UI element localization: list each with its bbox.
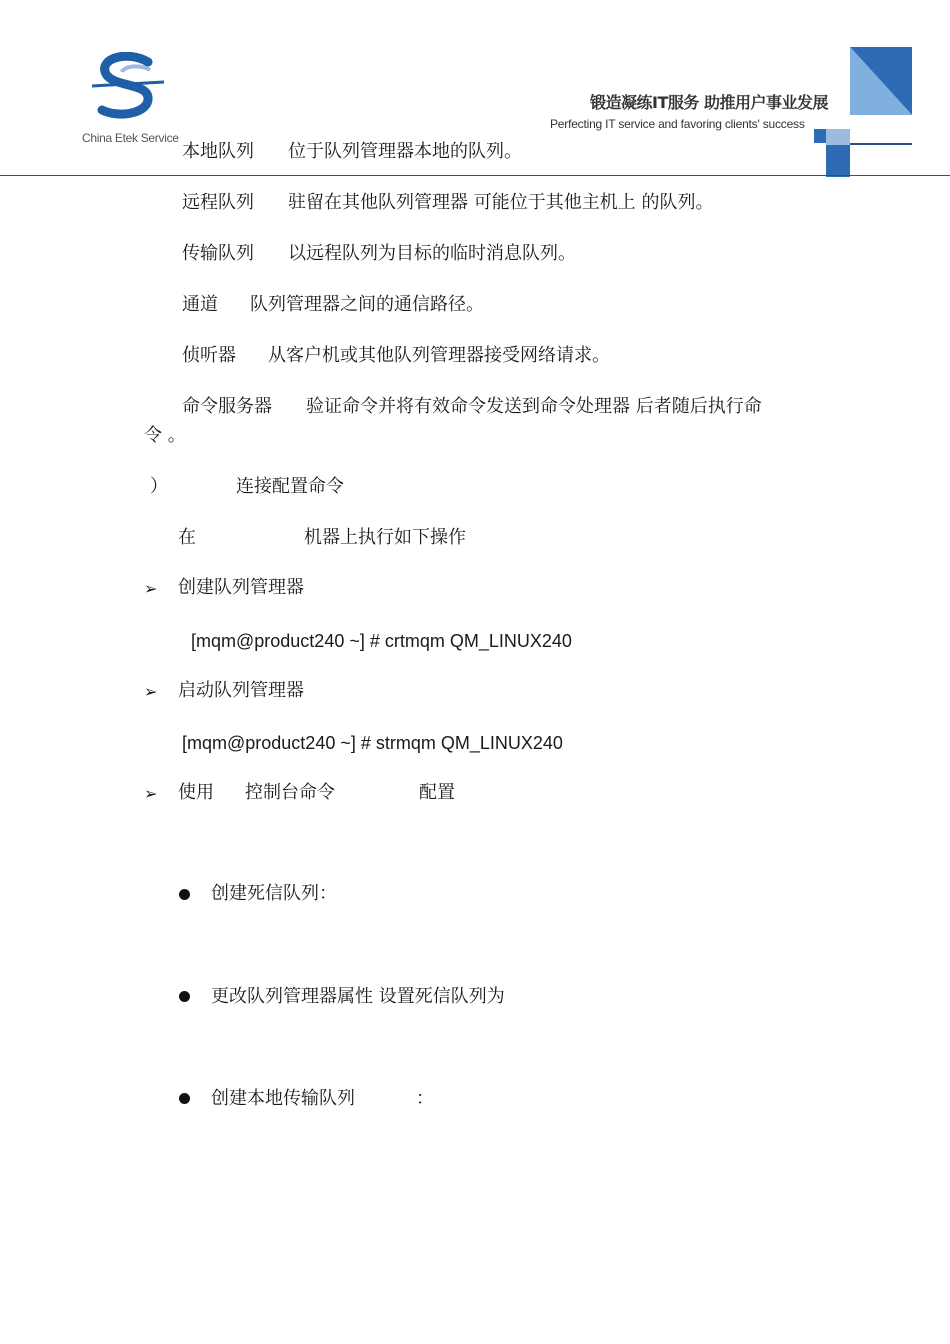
sub-item-create-xmitq-colon: ： — [416, 1088, 434, 1109]
instruction-prefix: 在 — [178, 527, 196, 548]
logo-icon — [88, 52, 168, 124]
header-decoration — [812, 45, 922, 180]
step-create-qmgr: 创建队列管理器 — [178, 577, 304, 598]
command-strmqm: [mqm@product240 ~] # strmqm QM_LINUX240 — [182, 733, 563, 753]
slogan-english: Perfecting IT service and favoring clients' success — [550, 117, 805, 131]
term-listener: 侦听器 — [182, 345, 236, 366]
desc-channel: 队列管理器之间的通信路径。 — [250, 294, 484, 315]
slogan-chinese: 锻造凝练IT服务 助推用户事业发展 — [590, 93, 828, 112]
section-number-paren: ） — [150, 476, 168, 497]
dot-bullet-icon — [179, 991, 190, 1002]
dot-bullet-icon — [179, 1093, 190, 1104]
desc-command-server-cont: 令 。 — [144, 425, 186, 446]
sub-item-create-dlq: 创建死信队列： — [211, 883, 337, 904]
instruction-text: 机器上执行如下操作 — [304, 527, 466, 548]
term-transmission-queue: 传输队列 — [182, 243, 254, 264]
sub-item-create-xmitq: 创建本地传输队列 — [211, 1088, 355, 1109]
arrow-bullet-icon: ➢ — [144, 784, 158, 803]
step-configure: 配置 — [419, 782, 455, 803]
step-console-command: 控制台命令 — [245, 782, 335, 803]
step-use: 使用 — [178, 782, 214, 803]
command-crtmqm: [mqm@product240 ~] # crtmqm QM_LINUX240 — [191, 631, 572, 651]
term-local-queue: 本地队列 — [182, 141, 254, 162]
term-channel: 通道 — [182, 294, 218, 315]
desc-command-server: 验证命令并将有效命令发送到命令处理器 后者随后执行命 — [306, 396, 762, 417]
header-divider — [0, 175, 950, 176]
arrow-bullet-icon: ➢ — [144, 579, 158, 598]
sub-item-alter-qmgr: 更改队列管理器属性 设置死信队列为 — [211, 986, 505, 1007]
term-command-server: 命令服务器 — [182, 396, 272, 417]
term-remote-queue: 远程队列 — [182, 192, 254, 213]
desc-local-queue: 位于队列管理器本地的队列。 — [288, 141, 522, 162]
desc-remote-queue: 驻留在其他队列管理器 可能位于其他主机上 的队列。 — [288, 192, 714, 213]
arrow-bullet-icon: ➢ — [144, 682, 158, 701]
dot-bullet-icon — [179, 889, 190, 900]
section-heading: 连接配置命令 — [236, 476, 344, 497]
desc-transmission-queue: 以远程队列为目标的临时消息队列。 — [288, 243, 576, 264]
company-name: China Etek Service — [82, 131, 179, 145]
desc-listener: 从客户机或其他队列管理器接受网络请求。 — [268, 345, 610, 366]
step-start-qmgr: 启动队列管理器 — [178, 680, 304, 701]
